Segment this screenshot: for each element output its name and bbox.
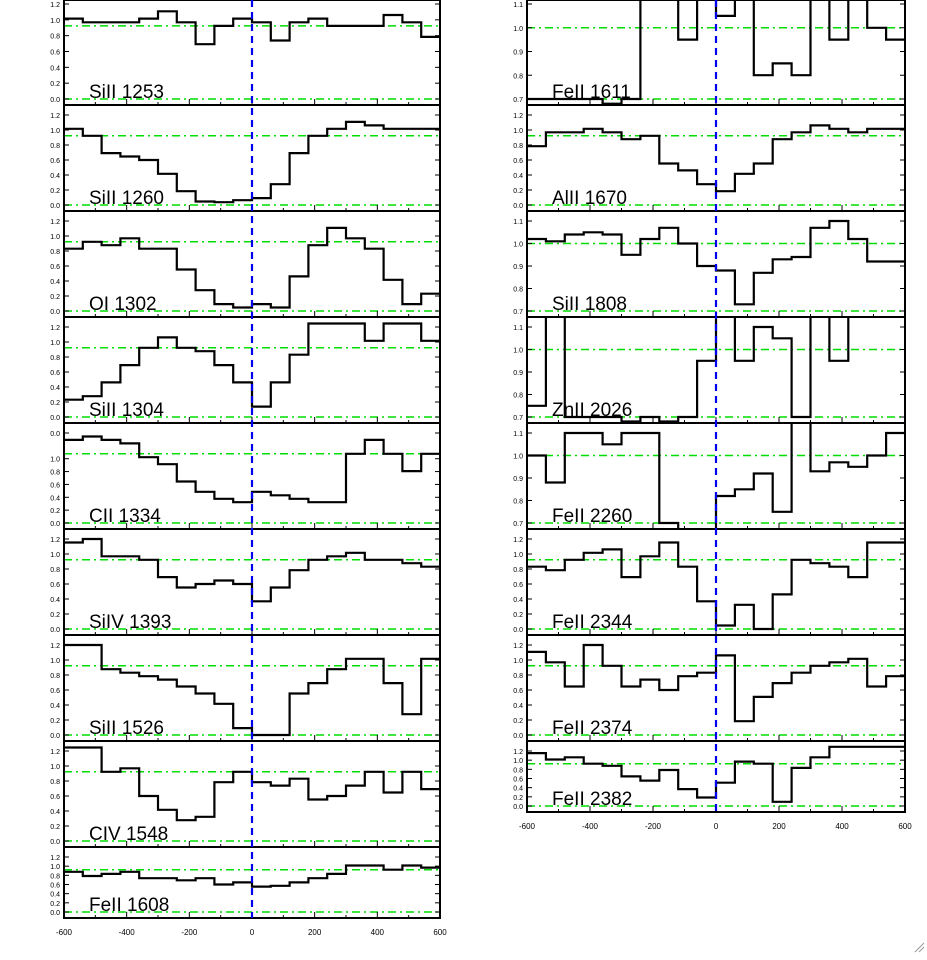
y-tick-label: 1.1 bbox=[513, 219, 523, 226]
x-tick-label: -400 bbox=[581, 822, 599, 831]
y-tick-label: 1.0 bbox=[513, 347, 523, 355]
y-tick-label: 1.1 bbox=[513, 325, 523, 332]
y-tick-label: 0.8 bbox=[513, 73, 523, 81]
y-tick-label: 0.0 bbox=[513, 203, 523, 210]
y-tick-label: 0.8 bbox=[513, 392, 523, 400]
panel-siii-1260 bbox=[50, 105, 440, 211]
y-tick-label: 0.0 bbox=[513, 627, 523, 634]
y-tick-label: 1.0 bbox=[513, 552, 523, 559]
transition-label: SiII 1253 bbox=[89, 82, 164, 103]
x-tick-label: -400 bbox=[118, 928, 135, 937]
y-tick-label: 0.6 bbox=[50, 370, 60, 377]
y-tick-label: 1.0 bbox=[50, 234, 60, 241]
y-tick-label: 0.2 bbox=[50, 188, 60, 195]
transition-label: CIV 1548 bbox=[89, 824, 169, 845]
y-tick-label: 1.2 bbox=[50, 113, 60, 120]
y-tick-label: 0.2 bbox=[50, 612, 60, 619]
x-tick-label: -200 bbox=[644, 822, 662, 831]
column-1 bbox=[50, 0, 447, 937]
y-tick-label: 0.4 bbox=[50, 597, 60, 604]
transition-label: OI 1302 bbox=[89, 294, 157, 315]
y-tick-label: 1.0 bbox=[513, 241, 523, 249]
y-tick-label: 0.8 bbox=[50, 567, 60, 574]
y-tick-label: 0.6 bbox=[50, 582, 60, 589]
y-tick-label: 1.0 bbox=[50, 128, 60, 135]
y-tick-label: 1.2 bbox=[50, 855, 60, 862]
y-tick-label: 1.0 bbox=[513, 25, 523, 33]
y-tick-label: 0.6 bbox=[513, 776, 523, 784]
y-tick-label: 1.0 bbox=[50, 658, 60, 665]
y-tick-label: 0.6 bbox=[50, 794, 60, 801]
panel-siiv-1393 bbox=[50, 529, 440, 635]
y-tick-label: 0.6 bbox=[513, 582, 523, 589]
y-tick-label: 0.6 bbox=[50, 882, 60, 890]
y-tick-label: 0.4 bbox=[50, 703, 60, 710]
y-tick-label: 0.8 bbox=[513, 143, 523, 150]
y-tick-label: 0.8 bbox=[50, 33, 60, 41]
transition-label: FeII 1608 bbox=[89, 895, 170, 916]
y-tick-label: 0.4 bbox=[513, 703, 523, 710]
y-tick-label: 0.8 bbox=[50, 673, 60, 680]
x-tick-label: 0 bbox=[249, 928, 255, 937]
transition-label: FeII 2344 bbox=[552, 612, 633, 633]
y-tick-label: 0.6 bbox=[513, 688, 523, 695]
y-tick-label: 0.4 bbox=[513, 173, 523, 180]
y-tick-label: 1.0 bbox=[50, 552, 60, 559]
y-tick-label: 0.8 bbox=[50, 355, 60, 362]
y-tick-label: 1.0 bbox=[513, 453, 523, 461]
transition-label: SiII 1808 bbox=[552, 294, 627, 315]
y-tick-label: 0.9 bbox=[513, 476, 523, 483]
panel-civ-1548 bbox=[50, 741, 440, 847]
y-tick-label: 0.0 bbox=[50, 733, 60, 740]
transition-label: FeII 2382 bbox=[552, 789, 633, 810]
x-tick-label: 600 bbox=[433, 928, 447, 937]
y-tick-label: 1.2 bbox=[50, 749, 60, 756]
y-tick-label: 0.0 bbox=[50, 415, 60, 422]
panel-feii-1611 bbox=[513, 0, 905, 105]
panel-feii-2260 bbox=[513, 411, 905, 535]
x-tick-label: 400 bbox=[835, 822, 849, 831]
y-tick-label: 0.7 bbox=[513, 97, 523, 104]
y-tick-label: 0.2 bbox=[50, 294, 60, 301]
y-tick-label: 0.4 bbox=[50, 279, 60, 286]
panel-feii-2382 bbox=[513, 741, 905, 812]
y-tick-label: 0.7 bbox=[513, 309, 523, 316]
y-tick-label: 0.4 bbox=[50, 891, 60, 899]
y-tick-label: 0.2 bbox=[513, 612, 523, 619]
transition-label: CII 1334 bbox=[89, 506, 161, 527]
y-tick-label: 0.0 bbox=[50, 203, 60, 210]
y-tick-label: 0.2 bbox=[513, 188, 523, 195]
y-tick-label: 1.0 bbox=[50, 864, 60, 872]
y-tick-label: 0.8 bbox=[50, 779, 60, 786]
x-tick-label: 200 bbox=[772, 822, 786, 831]
y-tick-label: 1.2 bbox=[50, 219, 60, 226]
y-tick-label: 0.2 bbox=[50, 81, 60, 89]
y-tick-label: 1.2 bbox=[513, 749, 523, 756]
x-tick-label: 400 bbox=[370, 928, 385, 937]
y-tick-label: 0.4 bbox=[50, 65, 60, 73]
y-tick-label: 0.0 bbox=[50, 839, 60, 846]
y-tick-label: 0.0 bbox=[50, 910, 60, 917]
y-tick-label: 1.1 bbox=[513, 2, 523, 9]
x-tick-label: -200 bbox=[181, 928, 198, 937]
y-tick-label: 0.0 bbox=[50, 309, 60, 316]
y-tick-label: 0.4 bbox=[513, 597, 523, 604]
column-2 bbox=[513, 0, 912, 831]
transition-label: ZnII 2026 bbox=[552, 400, 633, 421]
y-tick-label: 0.8 bbox=[513, 767, 523, 775]
x-tick-label: 600 bbox=[898, 822, 912, 831]
y-tick-label: 0.7 bbox=[513, 415, 523, 422]
y-tick-label: 1.2 bbox=[513, 643, 523, 650]
resize-grip-icon[interactable] bbox=[913, 941, 925, 953]
y-tick-label: 0.7 bbox=[513, 521, 523, 528]
transition-label: FeII 2374 bbox=[552, 718, 633, 739]
panel-feii-1608 bbox=[50, 847, 440, 918]
y-tick-label: 1.2 bbox=[513, 113, 523, 120]
y-tick-label: 0.4 bbox=[50, 385, 60, 392]
y-tick-label: 0.0 bbox=[50, 627, 60, 634]
y-tick-label: 0.9 bbox=[513, 264, 523, 271]
panel-znii-2026 bbox=[513, 305, 905, 424]
y-tick-label: 0.4 bbox=[50, 809, 60, 816]
transition-label: FeII 2260 bbox=[552, 506, 633, 527]
y-tick-label: 0.6 bbox=[50, 158, 60, 165]
y-tick-label: 0.8 bbox=[513, 673, 523, 680]
y-tick-label: 0.6 bbox=[50, 482, 60, 490]
transition-label: FeII 1611 bbox=[552, 82, 631, 103]
y-tick-label: 0.4 bbox=[50, 173, 60, 180]
y-tick-label: 1.2 bbox=[50, 643, 60, 650]
y-tick-label: 0.9 bbox=[513, 49, 523, 57]
y-tick-label: 0.0 bbox=[50, 97, 60, 104]
y-tick-label: 0.8 bbox=[513, 498, 523, 506]
x-tick-label: 200 bbox=[307, 928, 322, 937]
y-tick-label: 1.1 bbox=[513, 431, 523, 438]
y-tick-label: 0.2 bbox=[50, 508, 60, 516]
transition-label: SiII 1260 bbox=[89, 188, 164, 209]
panel-alii-1670 bbox=[513, 105, 905, 211]
x-tick-label: -600 bbox=[55, 928, 73, 937]
y-tick-label: 1.0 bbox=[513, 128, 523, 135]
transition-label: AlII 1670 bbox=[552, 188, 627, 209]
y-tick-label: 1.0 bbox=[513, 758, 523, 766]
y-tick-label: 0.6 bbox=[50, 49, 60, 57]
y-tick-label: 0.6 bbox=[50, 688, 60, 695]
y-tick-label: 0.9 bbox=[513, 370, 523, 377]
y-tick-label: 1.2 bbox=[50, 325, 60, 332]
transition-label: SiII 1526 bbox=[89, 718, 164, 739]
y-tick-label: 0.2 bbox=[50, 900, 60, 908]
y-tick-label: 0.4 bbox=[50, 495, 60, 503]
y-tick-label: 0.8 bbox=[50, 873, 60, 881]
panel-siii-1808 bbox=[513, 211, 905, 317]
x-tick-label: 0 bbox=[713, 822, 719, 831]
y-tick-label: 0.0 bbox=[50, 521, 60, 528]
y-tick-label: 0.8 bbox=[513, 286, 523, 294]
y-tick-label: 0.2 bbox=[513, 794, 523, 802]
transition-label: SiII 1304 bbox=[89, 400, 164, 421]
y-tick-label: 1.0 bbox=[513, 658, 523, 665]
y-tick-label: 0.2 bbox=[50, 718, 60, 725]
panel-feii-2374 bbox=[513, 635, 905, 741]
y-tick-label: 1.2 bbox=[50, 537, 60, 544]
x-tick-label: -600 bbox=[518, 822, 536, 831]
y-tick-label: 0.8 bbox=[50, 143, 60, 150]
panel-cii-1334 bbox=[50, 423, 440, 529]
y-tick-label: 0.8 bbox=[50, 249, 60, 256]
y-tick-label: 0.0 bbox=[50, 431, 60, 438]
y-tick-label: 1.0 bbox=[50, 456, 60, 464]
y-tick-label: 0.2 bbox=[50, 824, 60, 831]
y-tick-label: 0.4 bbox=[513, 785, 523, 793]
y-tick-label: 1.2 bbox=[513, 537, 523, 544]
transition-label: SiIV 1393 bbox=[89, 612, 172, 633]
panel-siii-1526 bbox=[50, 635, 440, 741]
panel-siii-1304 bbox=[50, 317, 440, 423]
y-tick-label: 1.0 bbox=[50, 17, 60, 25]
y-tick-label: 0.6 bbox=[513, 158, 523, 165]
y-tick-label: 0.8 bbox=[513, 567, 523, 574]
y-tick-label: 1.0 bbox=[50, 764, 60, 771]
panel-siii-1253 bbox=[50, 0, 440, 105]
panel-feii-2344 bbox=[513, 529, 905, 635]
y-tick-label: 1.2 bbox=[50, 2, 60, 9]
y-tick-label: 0.0 bbox=[513, 804, 523, 811]
y-tick-label: 0.8 bbox=[50, 469, 60, 477]
panel-oi-1302 bbox=[50, 211, 440, 317]
y-tick-label: 0.6 bbox=[50, 264, 60, 271]
y-tick-label: 0.0 bbox=[513, 733, 523, 740]
y-tick-label: 0.2 bbox=[513, 718, 523, 725]
y-tick-label: 0.2 bbox=[50, 400, 60, 407]
y-tick-label: 1.0 bbox=[50, 340, 60, 347]
